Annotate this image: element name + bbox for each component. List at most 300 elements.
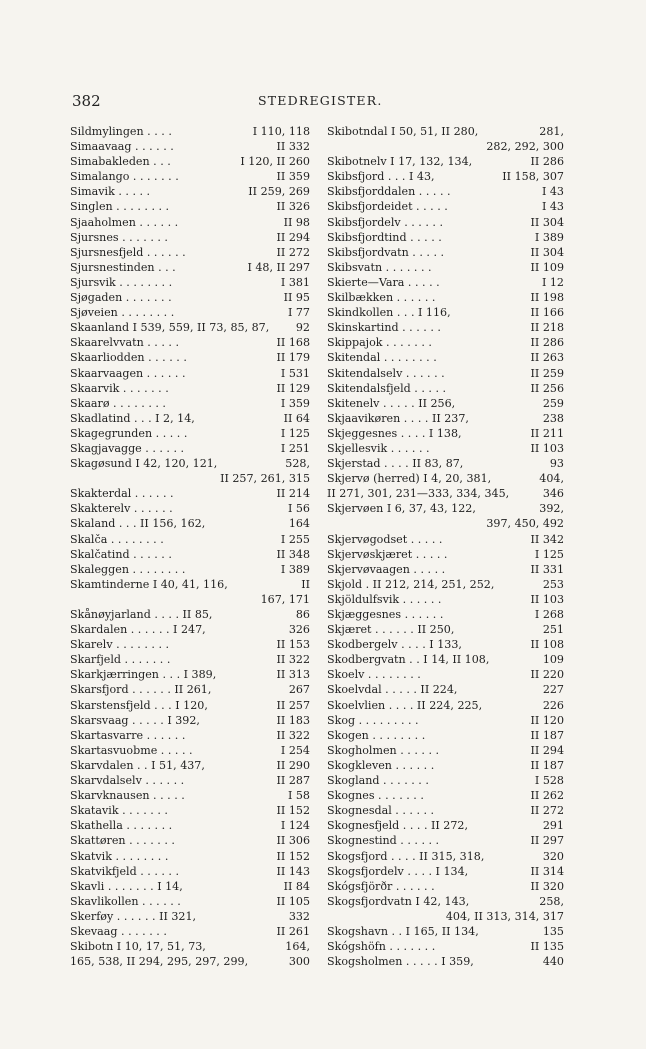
entry-page-refs: II 297	[530, 834, 564, 848]
running-head-title: STEDREGISTER.	[258, 93, 383, 108]
entry-place-name: Skalčatind . . . . . .	[70, 547, 172, 561]
entry-place-name: Skadlatind . . . I 2, 14,	[70, 411, 195, 425]
entry-page-refs: II 342	[530, 532, 564, 546]
index-entry	[327, 350, 564, 365]
entry-place-name: Skevaag . . . . . . .	[70, 924, 167, 938]
entry-place-name: Sjursnestinden . . .	[70, 260, 176, 274]
entry-page-refs: II 259, 269	[248, 185, 310, 199]
entry-page-refs: I 254	[280, 743, 310, 757]
index-entry	[327, 682, 564, 697]
entry-page-refs: I 359	[280, 396, 310, 410]
index-entry	[327, 275, 564, 290]
index-entry	[327, 441, 564, 456]
entry-place-name: Skibsfjorddalen . . . . .	[327, 185, 451, 199]
entry-page-refs: II 272	[530, 804, 564, 818]
index-entry	[70, 441, 310, 456]
entry-place-name: Skoelvlien . . . . II 224, 225,	[327, 698, 483, 712]
entry-place-name: Skibsvatn . . . . . . .	[327, 260, 432, 274]
entry-place-name: Simalango . . . . . . .	[70, 170, 179, 184]
index-entry	[327, 230, 564, 245]
index-entry	[70, 849, 310, 864]
index-entry	[70, 501, 310, 516]
index-entry	[70, 637, 310, 652]
index-entry	[70, 381, 310, 396]
entry-place-name: Skogen . . . . . . . .	[327, 728, 426, 742]
entry-page-refs: I 531	[280, 366, 310, 380]
entry-page-refs: I 255	[280, 532, 310, 546]
entry-place-name: Skaarliodden . . . . . .	[70, 351, 187, 365]
entry-page-refs: 86	[295, 608, 310, 621]
index-entry	[70, 396, 310, 411]
entry-page-refs: I 251	[280, 441, 310, 455]
entry-page-refs: II 158, 307	[502, 170, 564, 184]
entry-place-name: Skibsfjordtind . . . . .	[327, 230, 442, 244]
entry-place-name: Skjervø (herred) I 4, 20, 381,	[327, 472, 492, 486]
entry-place-name: Skarvknausen . . . . .	[70, 789, 185, 803]
entry-place-name: Skógsfjörðr . . . . . .	[327, 879, 435, 893]
entry-place-name: Skarstensfjeld . . . I 120,	[70, 698, 208, 712]
entry-page-refs: I 43	[541, 185, 564, 199]
entry-page-refs: II 286	[530, 155, 564, 169]
entry-page-refs: 267	[288, 683, 310, 697]
entry-page-refs: I 268	[534, 608, 564, 621]
entry-page-refs: II 120	[530, 713, 564, 727]
index-entry	[327, 335, 564, 350]
entry-place-name: Skaland . . . II 156, 162,	[70, 517, 206, 531]
index-entry	[327, 652, 564, 667]
entry-place-name: Simaavaag . . . . . .	[70, 140, 174, 154]
entry-place-name: Skinskartind . . . . . .	[327, 321, 441, 335]
index-entry	[70, 350, 310, 365]
index-entry	[70, 909, 310, 924]
entry-page-refs: II 152	[276, 849, 310, 863]
index-entry	[327, 592, 564, 607]
index-entry	[70, 607, 310, 622]
entry-place-name: Skarsvaag . . . . . I 392,	[70, 713, 200, 727]
entry-place-name: Skibsfjordeidet . . . . .	[327, 200, 448, 214]
index-entry	[70, 260, 310, 275]
entry-page-refs: 164,	[285, 940, 310, 954]
entry-place-name: Skogsfjord . . . . II 315, 318,	[327, 849, 485, 863]
entry-place-name: Skjæret . . . . . . II 250,	[327, 623, 455, 637]
entry-page-refs: II 322	[276, 653, 310, 667]
index-entry	[70, 215, 310, 230]
index-entry	[70, 335, 310, 350]
entry-page-refs: 92	[295, 321, 310, 335]
entry-place-name: Skibotn I 10, 17, 51, 73,	[70, 940, 206, 954]
entry-page-refs: II 262	[530, 789, 564, 803]
entry-page-refs: II 179	[276, 351, 310, 365]
index-entry	[327, 154, 564, 169]
index-entry	[70, 622, 310, 637]
entry-place-name: Skodbergelv . . . . I 133,	[327, 638, 462, 652]
entry-place-name: Skatvikfjeld . . . . . .	[70, 864, 180, 878]
entry-place-name: Skånøyjarland . . . . II 85,	[70, 608, 213, 621]
index-entry	[327, 199, 564, 214]
entry-place-name: Skjöldulfsvik . . . . . .	[327, 592, 442, 606]
entry-place-name: Simavik . . . . .	[70, 185, 151, 199]
index-entry	[327, 894, 564, 909]
index-entry	[327, 637, 564, 652]
entry-place-name: Skathella . . . . . . .	[70, 819, 173, 833]
entry-place-name: Skogshavn . . I 165, II 134,	[327, 924, 479, 938]
index-entry	[327, 833, 564, 848]
entry-place-name: Skognes . . . . . . .	[327, 789, 424, 803]
entry-page-refs: I 110, 118	[252, 125, 310, 138]
index-entry	[327, 607, 564, 622]
index-entry	[327, 622, 564, 637]
entry-page-refs: 346	[542, 487, 564, 501]
index-entry	[70, 833, 310, 848]
entry-page-refs: II 129	[276, 381, 310, 395]
entry-place-name: Skogsholmen . . . . . I 359,	[327, 955, 474, 969]
entry-page-refs: 226	[542, 698, 564, 712]
entry-place-name: Skatavik . . . . . . .	[70, 804, 168, 818]
entry-place-name: Skagøsund I 42, 120, 121,	[70, 457, 218, 471]
entry-page-refs: I 124	[280, 819, 310, 833]
index-entry	[70, 773, 310, 788]
index-entry	[327, 456, 564, 471]
entry-page-refs: II 103	[530, 441, 564, 455]
entry-place-name: Skognesdal . . . . . .	[327, 804, 435, 818]
index-column-right	[327, 124, 564, 969]
entry-page-refs: II 290	[276, 758, 310, 772]
entry-continuation: 404, II 313, 314, 317	[445, 909, 564, 923]
entry-place-name: Skagegrunden . . . . .	[70, 426, 188, 440]
entry-place-name: Skjaavikøren . . . . II 237,	[327, 411, 469, 425]
entry-page-refs: I 125	[534, 547, 564, 561]
index-entry	[327, 849, 564, 864]
entry-place-name: Skattøren . . . . . . .	[70, 834, 175, 848]
entry-page-refs: II 166	[530, 306, 564, 320]
entry-place-name: Skaleggen . . . . . . . .	[70, 562, 186, 576]
entry-page-refs: II 314	[530, 864, 564, 878]
index-entry	[327, 562, 564, 577]
entry-page-refs: 392,	[539, 502, 564, 516]
index-entry	[70, 652, 310, 667]
entry-place-name: Skalča . . . . . . . .	[70, 532, 164, 546]
entry-page-refs: II 109	[530, 260, 564, 274]
entry-place-name: Skarkjærringen . . . I 389,	[70, 668, 217, 682]
entry-page-refs: 404,	[539, 472, 564, 486]
entry-place-name: Skjervøskjæret . . . . .	[327, 547, 448, 561]
entry-place-name: Skakterdal . . . . . .	[70, 487, 174, 501]
entry-place-name: Skarfjeld . . . . . . .	[70, 653, 171, 667]
entry-place-name: Skjervøvaagen . . . . .	[327, 562, 446, 576]
entry-place-name: Skoelv . . . . . . . .	[327, 668, 421, 682]
index-entry	[70, 305, 310, 320]
entry-place-name: Sjaaholmen . . . . . .	[70, 215, 179, 229]
entry-page-refs: II 84	[283, 879, 310, 893]
entry-place-name: 165, 538, II 294, 295, 297, 299,	[70, 955, 249, 969]
entry-page-refs: 109	[542, 653, 564, 667]
index-entry	[70, 577, 310, 592]
index-entry	[327, 245, 564, 260]
index-entry	[70, 894, 310, 909]
index-entry	[327, 290, 564, 305]
entry-place-name: Skavli . . . . . . . I 14,	[70, 879, 183, 893]
entry-place-name: Simabakleden . . .	[70, 155, 171, 169]
entry-place-name: Skitendal . . . . . . . .	[327, 351, 437, 365]
entry-place-name: Skavlikollen . . . . . .	[70, 894, 181, 908]
entry-page-refs: II 359	[276, 170, 310, 184]
entry-place-name: Sjursnesfjeld . . . . . .	[70, 245, 186, 259]
entry-page-refs: II 331	[530, 562, 564, 576]
index-entry	[70, 879, 310, 894]
entry-place-name: Sjøgaden . . . . . . .	[70, 291, 172, 305]
entry-page-refs: II 187	[530, 728, 564, 742]
entry-place-name: Skagjavagge . . . . . .	[70, 441, 185, 455]
entry-place-name: Skogholmen . . . . . .	[327, 743, 440, 757]
entry-place-name: Skibsfjord . . . I 43,	[327, 170, 435, 184]
entry-page-refs: 326	[288, 623, 310, 637]
entry-page-refs: II 198	[530, 291, 564, 305]
index-entry	[327, 713, 564, 728]
entry-place-name: Skjervøgodset . . . . .	[327, 532, 443, 546]
entry-page-refs: II 294	[530, 743, 564, 757]
entry-page-refs: II 168	[276, 336, 310, 350]
index-entry	[70, 139, 310, 154]
index-entry	[70, 426, 310, 441]
entry-place-name: Skakterelv . . . . . .	[70, 502, 173, 516]
entry-place-name: Skogkleven . . . . . .	[327, 758, 435, 772]
index-entry	[327, 215, 564, 230]
index-entry	[327, 547, 564, 562]
index-entry	[327, 954, 564, 969]
entry-page-refs: II 294	[276, 230, 310, 244]
entry-page-refs: 332	[288, 909, 310, 923]
entry-place-name: Skarvdalselv . . . . . .	[70, 774, 185, 788]
entry-place-name: Skaanland I 539, 559, II 73, 85, 87,	[70, 321, 270, 335]
entry-page-refs: I 381	[280, 275, 310, 289]
entry-page-refs: II 211	[530, 426, 564, 440]
entry-place-name: Skippajok . . . . . . .	[327, 336, 432, 350]
entry-page-refs: II 259	[530, 366, 564, 380]
index-entry	[327, 803, 564, 818]
entry-place-name: Skjæggesnes . . . . . .	[327, 608, 444, 621]
index-entry	[327, 396, 564, 411]
index-entry	[327, 184, 564, 199]
index-entry	[70, 411, 310, 426]
entry-page-refs: 440	[542, 955, 564, 969]
index-entry	[327, 320, 564, 335]
index-entry	[70, 230, 310, 245]
entry-page-refs: II 108	[530, 638, 564, 652]
entry-place-name: Skognesfjeld . . . . II 272,	[327, 819, 468, 833]
index-entry	[70, 592, 310, 607]
index-entry	[70, 562, 310, 577]
entry-place-name: Skjellesvik . . . . . .	[327, 441, 430, 455]
index-entry	[70, 924, 310, 939]
entry-place-name: Skaarø . . . . . . . .	[70, 396, 166, 410]
index-entry	[327, 577, 564, 592]
index-entry	[327, 366, 564, 381]
entry-continuation: 167, 171	[260, 592, 310, 606]
entry-page-refs: II 135	[530, 940, 564, 954]
entry-place-name: Sildmylingen . . . .	[70, 125, 172, 138]
index-entry	[70, 713, 310, 728]
index-entry	[70, 290, 310, 305]
entry-place-name: Skitenelv . . . . . II 256,	[327, 396, 456, 410]
entry-page-refs: II 320	[530, 879, 564, 893]
entry-page-refs: II 98	[283, 215, 310, 229]
index-entry	[327, 471, 564, 486]
entry-page-refs: II 286	[530, 336, 564, 350]
index-entry	[70, 682, 310, 697]
entry-page-refs: I 12	[541, 275, 564, 289]
index-entry	[70, 758, 310, 773]
index-entry	[70, 456, 310, 471]
index-entry	[327, 698, 564, 713]
entry-page-refs: II 218	[530, 321, 564, 335]
entry-page-refs: I 56	[287, 502, 310, 516]
index-entry	[327, 139, 564, 154]
entry-page-refs: 253	[542, 577, 564, 591]
index-entry	[327, 924, 564, 939]
entry-page-refs: II 152	[276, 804, 310, 818]
entry-continuation: 397, 450, 492	[486, 517, 564, 531]
entry-page-refs: 300	[288, 955, 310, 969]
entry-page-refs: II 257	[276, 698, 310, 712]
entry-place-name: Skibsfjordelv . . . . . .	[327, 215, 443, 229]
index-entry	[70, 245, 310, 260]
index-entry	[70, 486, 310, 501]
entry-place-name: Skjervøen I 6, 37, 43, 122,	[327, 502, 476, 516]
index-entry	[327, 758, 564, 773]
index-entry	[327, 909, 564, 924]
entry-page-refs: II 306	[276, 834, 310, 848]
entry-page-refs: II 322	[276, 728, 310, 742]
entry-page-refs: II 304	[530, 215, 564, 229]
index-entry	[70, 184, 310, 199]
entry-page-refs: 238	[542, 411, 564, 425]
entry-place-name: Skibotndal I 50, 51, II 280,	[327, 125, 479, 138]
index-entry	[70, 818, 310, 833]
entry-place-name: Sjursnes . . . . . . .	[70, 230, 168, 244]
index-entry	[70, 698, 310, 713]
entry-page-refs: II 287	[276, 774, 310, 788]
entry-page-refs: II 304	[530, 245, 564, 259]
entry-place-name: Skartasvuobme . . . . .	[70, 743, 193, 757]
entry-page-refs: 291	[542, 819, 564, 833]
index-entry	[327, 532, 564, 547]
entry-page-refs: I 389	[280, 562, 310, 576]
entry-page-refs: I 125	[280, 426, 310, 440]
index-entry	[327, 516, 564, 531]
entry-page-refs: 528,	[285, 457, 310, 471]
entry-page-refs: II 326	[276, 200, 310, 214]
entry-place-name: Skarvdalen . . I 51, 437,	[70, 758, 205, 772]
entry-page-refs: I 43	[541, 200, 564, 214]
index-entry	[70, 532, 310, 547]
index-column-left	[70, 124, 310, 969]
page-number: 382	[72, 92, 101, 110]
entry-place-name: Skindkollen . . . I 116,	[327, 306, 451, 320]
index-entry	[70, 547, 310, 562]
index-entry	[70, 320, 310, 335]
index-entry	[327, 426, 564, 441]
entry-page-refs: I 48, II 297	[247, 260, 310, 274]
entry-page-refs: 93	[549, 457, 564, 471]
entry-place-name: Skognestind . . . . . .	[327, 834, 440, 848]
entry-place-name: Skitendalsfjeld . . . . .	[327, 381, 447, 395]
entry-place-name: Sjøveien . . . . . . . .	[70, 306, 175, 320]
index-entry	[327, 728, 564, 743]
index-entry	[70, 516, 310, 531]
index-entry	[70, 154, 310, 169]
index-entry	[70, 864, 310, 879]
entry-page-refs: I 77	[287, 306, 310, 320]
entry-page-refs: II 153	[276, 638, 310, 652]
entry-place-name: Skogsfjordvatn I 42, 143,	[327, 894, 470, 908]
entry-page-refs: 251	[542, 623, 564, 637]
index-entry	[70, 743, 310, 758]
entry-page-refs: 258,	[539, 894, 564, 908]
index-entry	[70, 366, 310, 381]
index-entry	[70, 275, 310, 290]
entry-page-refs: II 272	[276, 245, 310, 259]
entry-page-refs: II 332	[276, 140, 310, 154]
entry-place-name: Skogland . . . . . . .	[327, 774, 429, 788]
entry-page-refs: II 105	[276, 894, 310, 908]
index-entry	[327, 773, 564, 788]
entry-page-refs: 227	[542, 683, 564, 697]
entry-page-refs: II 313	[276, 668, 310, 682]
entry-place-name: II 271, 301, 231—333, 334, 345,	[327, 487, 510, 501]
entry-page-refs: II 183	[276, 713, 310, 727]
entry-page-refs: II 187	[530, 758, 564, 772]
index-entry	[70, 124, 310, 139]
entry-place-name: Skerføy . . . . . . II 321,	[70, 909, 197, 923]
entry-page-refs: 320	[542, 849, 564, 863]
entry-place-name: Skardalen . . . . . . I 247,	[70, 623, 206, 637]
entry-place-name: Skarelv . . . . . . . .	[70, 638, 170, 652]
index-entry	[327, 486, 564, 501]
entry-place-name: Skibotnelv I 17, 132, 134,	[327, 155, 473, 169]
index-entry	[327, 124, 564, 139]
entry-place-name: Skaarvaagen . . . . . .	[70, 366, 186, 380]
index-entry	[70, 169, 310, 184]
index-entry	[70, 803, 310, 818]
index-entry	[327, 788, 564, 803]
index-entry	[327, 864, 564, 879]
index-entry	[70, 954, 310, 969]
index-entry	[70, 788, 310, 803]
index-entry	[327, 169, 564, 184]
entry-place-name: Skartasvarre . . . . . .	[70, 728, 186, 742]
entry-page-refs: II 220	[530, 668, 564, 682]
entry-page-refs: II 103	[530, 592, 564, 606]
entry-page-refs: II 261	[276, 924, 310, 938]
entry-place-name: Skitendalselv . . . . . .	[327, 366, 445, 380]
entry-place-name: Skibsfjordvatn . . . . .	[327, 245, 445, 259]
index-entry	[70, 667, 310, 682]
entry-place-name: Skaarvik . . . . . . .	[70, 381, 169, 395]
index-entry	[327, 818, 564, 833]
index-entry	[70, 199, 310, 214]
index-entry	[327, 879, 564, 894]
entry-page-refs: I 120, II 260	[240, 155, 310, 169]
index-entry	[327, 411, 564, 426]
entry-page-refs: II 214	[276, 487, 310, 501]
entry-page-refs: 259	[542, 396, 564, 410]
index-entry	[70, 939, 310, 954]
entry-page-refs: II 256	[530, 381, 564, 395]
entry-place-name: Skoelvdal . . . . . II 224,	[327, 683, 458, 697]
index-entry	[327, 305, 564, 320]
entry-place-name: Singlen . . . . . . . .	[70, 200, 170, 214]
index-entry	[70, 728, 310, 743]
